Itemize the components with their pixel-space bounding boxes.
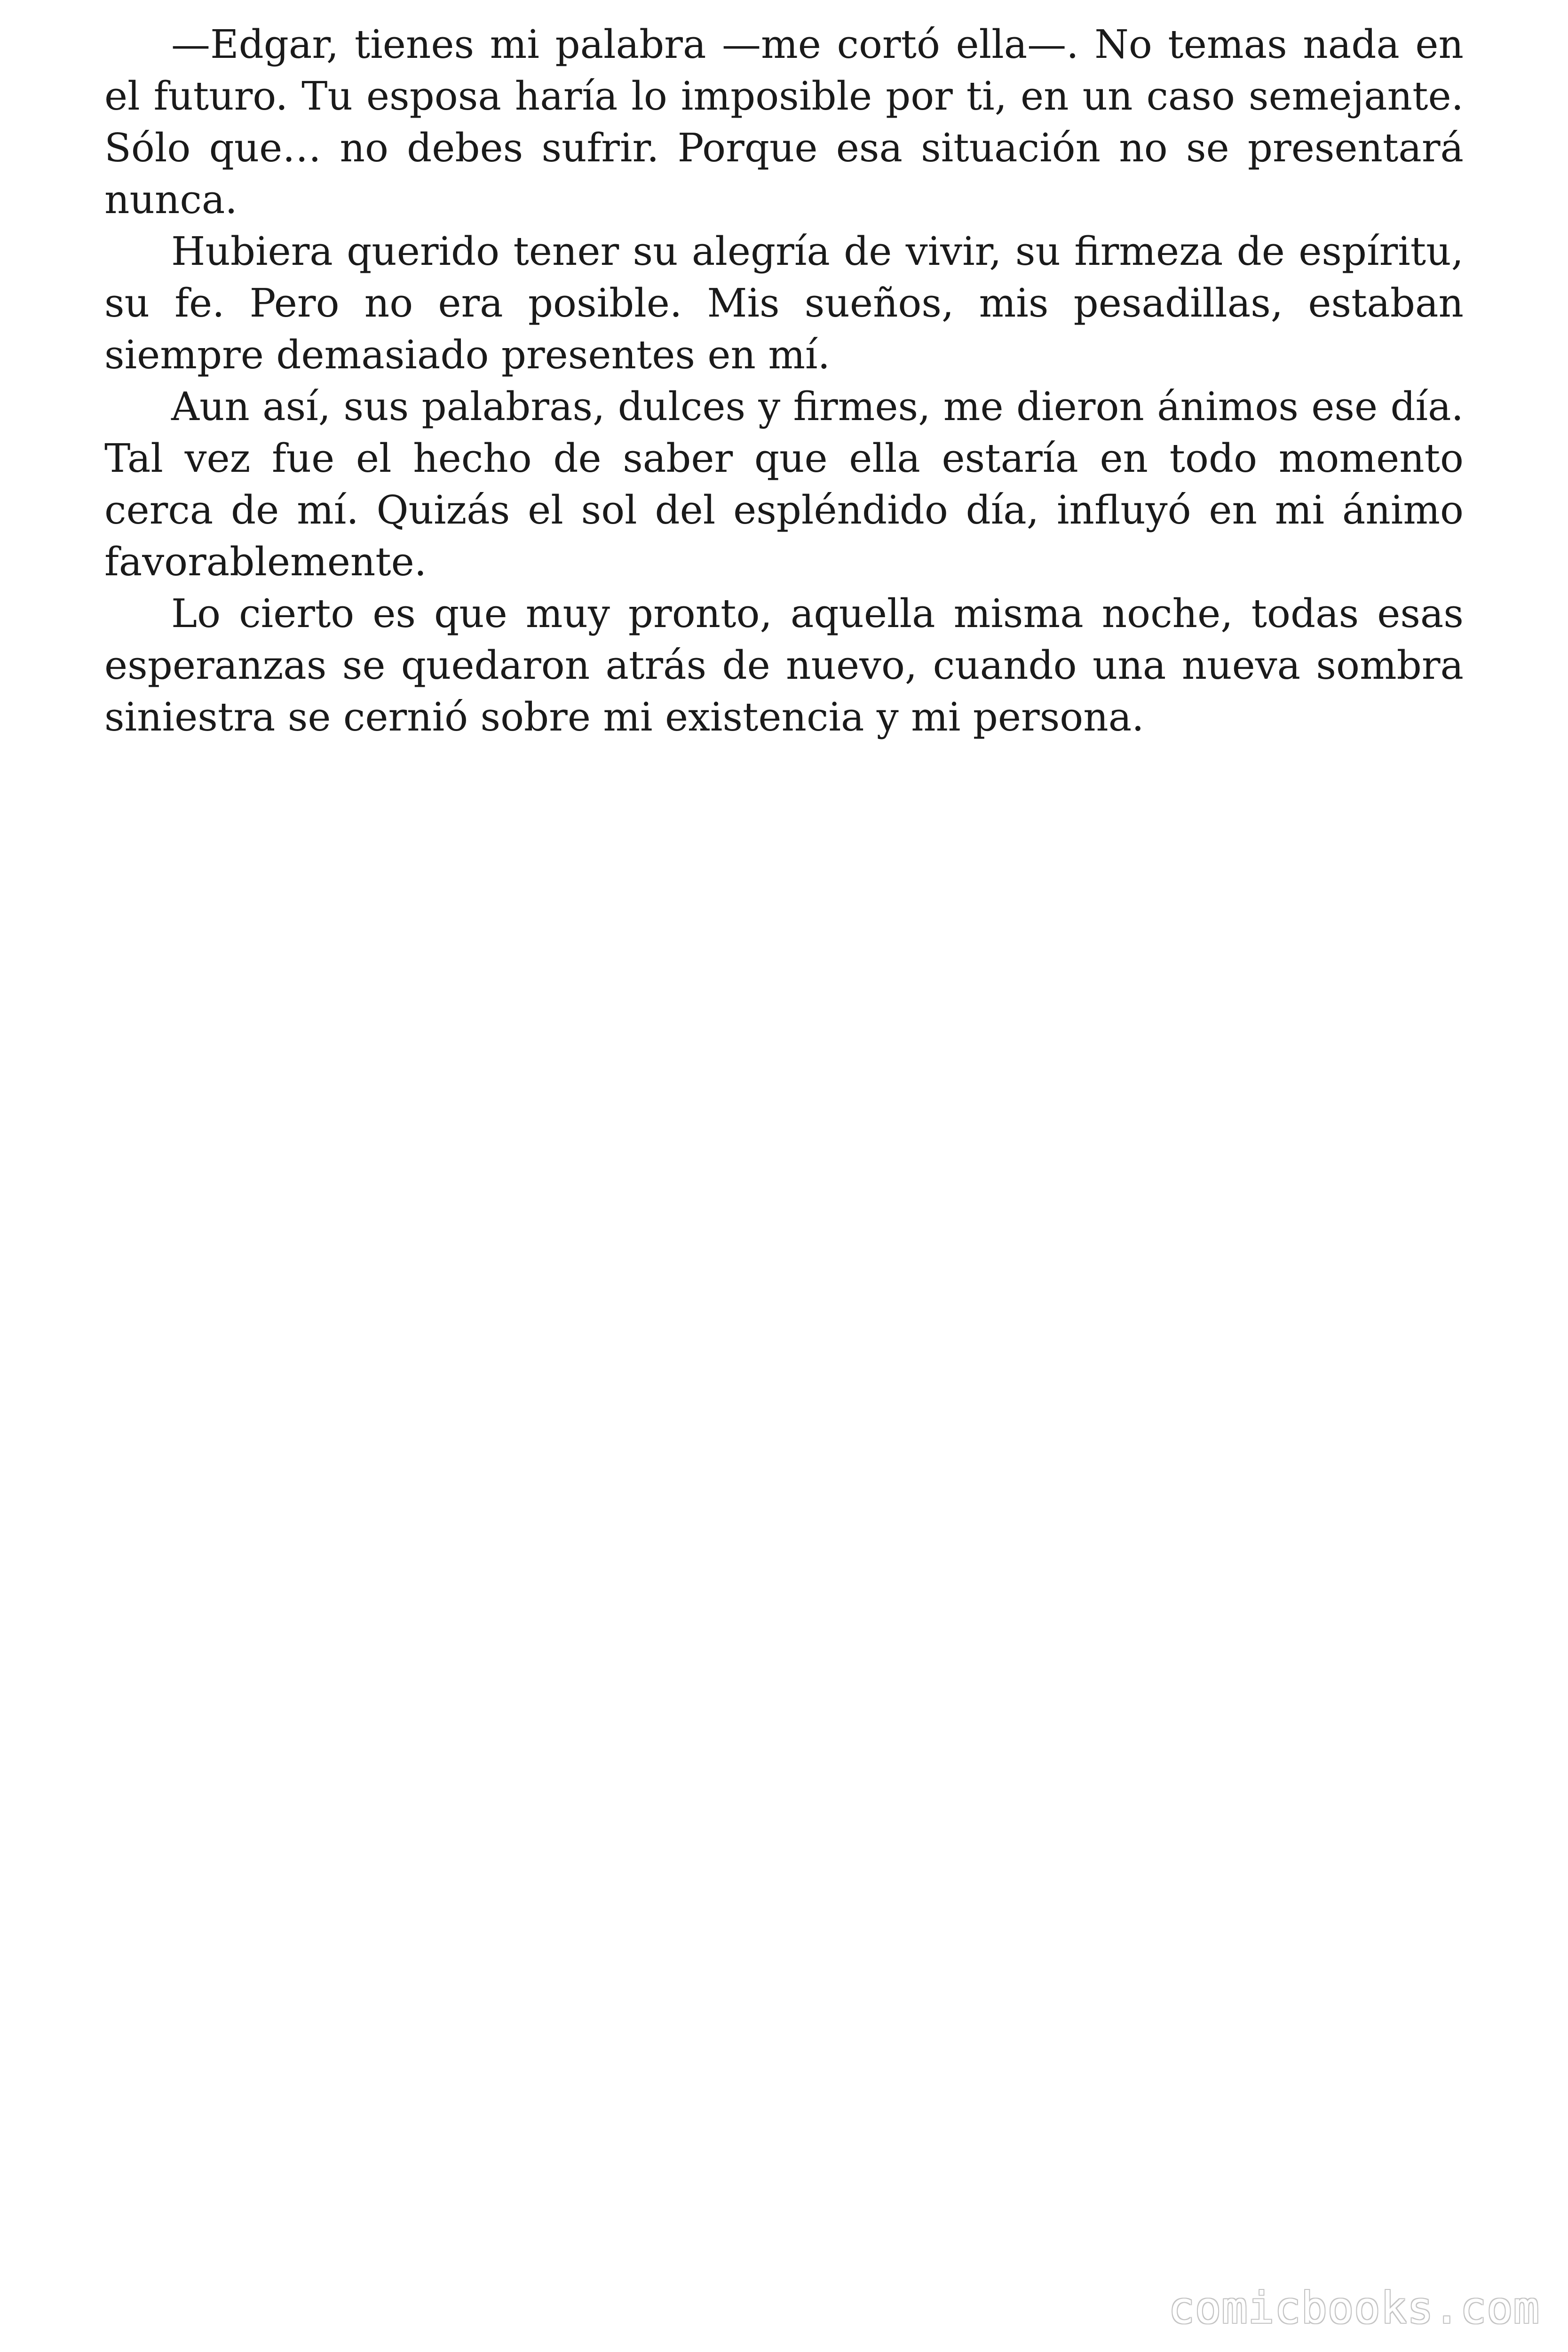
paragraph-3: Aun así, sus palabras, dulces y firmes, me dieron ánimos ese día. Tal vez fue el hecho de saber que ella estaría en todo momento cerca de mí. Quizás el sol del espléndido día, influyó en mi ánimo favorablemente. [104, 384, 1464, 585]
paragraph-2: Hubiera querido tener su alegría de vivir, su firmeza de espíritu, su fe. Pero no era posible. Mis sueños, mis pesadillas, estaban siempre demasiado presentes en mí. [104, 229, 1464, 378]
watermark: comicbooks.com [1168, 2283, 1540, 2333]
paragraph-4: Lo cierto es que muy pronto, aquella misma noche, todas esas esperanzas se quedaron atrás de nuevo, cuando una nueva sombra siniestra se cernió sobre mi existencia y mi persona. [104, 591, 1464, 740]
paragraph-1: —Edgar, tienes mi palabra —me cortó ella—. No temas nada en el futuro. Tu esposa haría lo imposible por ti, en un caso semejante. Sólo que… no debes sufrir. Porque esa situación no se presentará nunca. [104, 22, 1464, 222]
body-text [104, 19, 1464, 743]
